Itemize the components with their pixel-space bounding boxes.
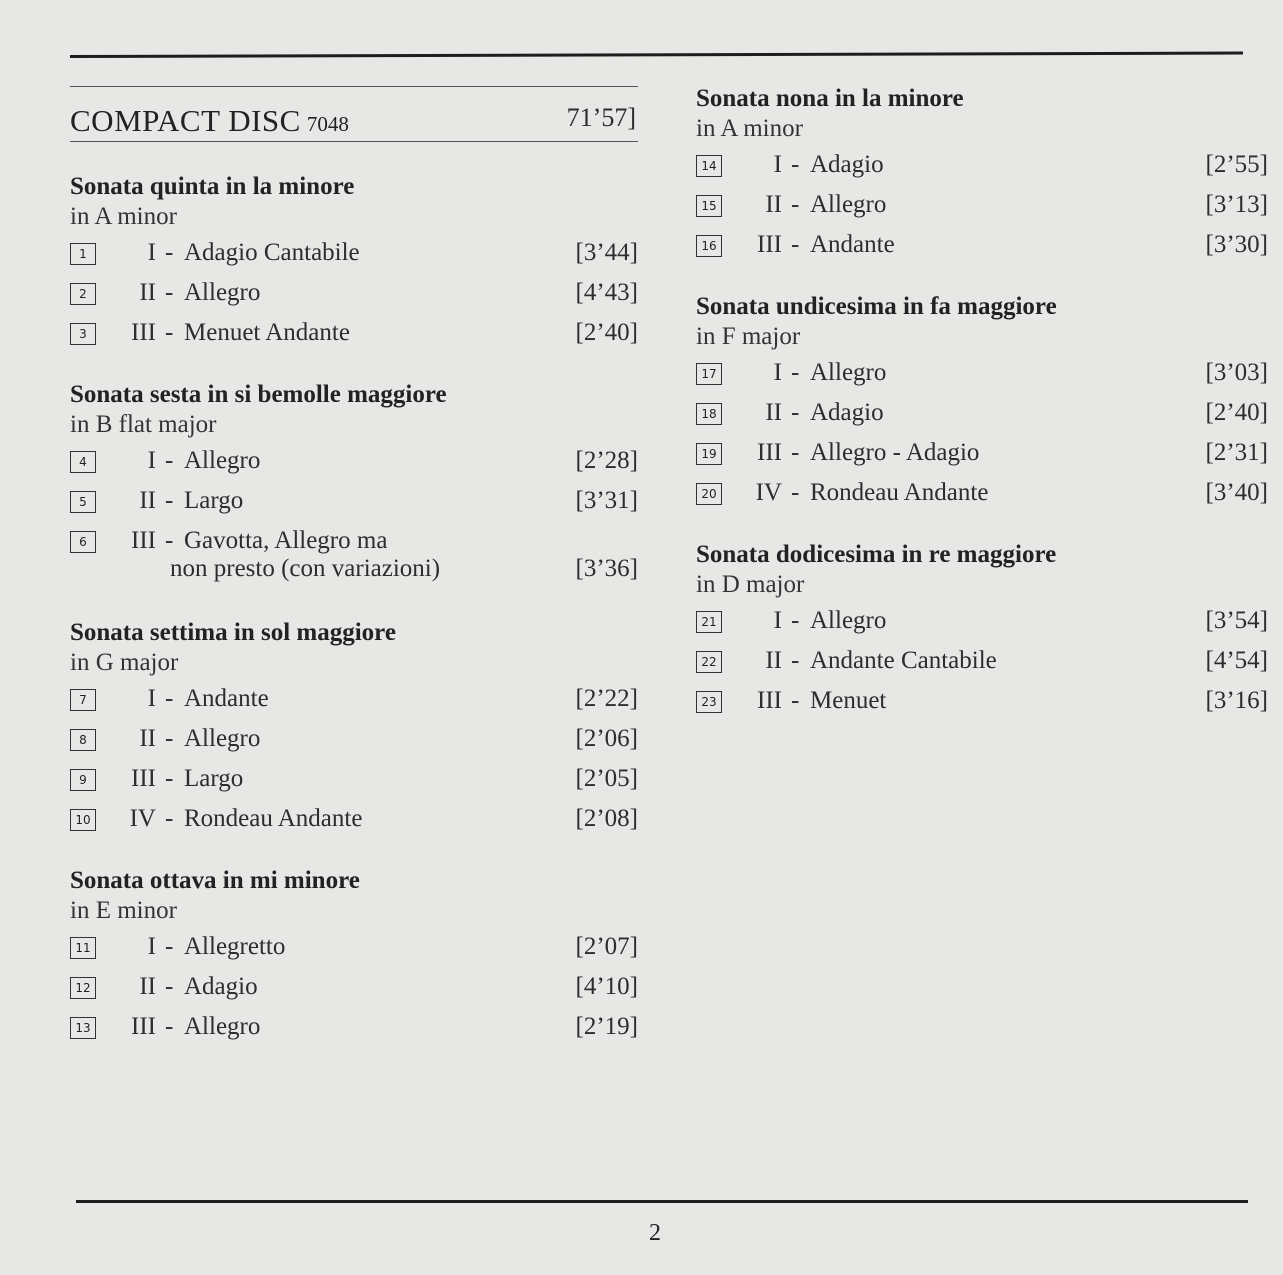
disc-total-duration: 71’57] (566, 103, 636, 132)
movement-name: Allegro - Adagio (810, 439, 980, 466)
separator-dash: - (165, 239, 174, 266)
separator-dash: - (165, 685, 174, 712)
track-row (696, 646, 1268, 686)
track-duration: [2’40] (1205, 399, 1268, 426)
track-row (70, 804, 638, 844)
movement-name: Adagio (810, 399, 884, 426)
movement-name: Rondeau Andante (184, 805, 363, 832)
movement-name: Allegretto (184, 933, 286, 960)
separator-dash: - (165, 1013, 174, 1040)
track-list (70, 684, 638, 844)
track-row (696, 230, 1268, 270)
track-number-box: 5 (70, 491, 96, 513)
separator-dash: - (791, 191, 800, 218)
sonata-section (70, 172, 638, 358)
track-list (696, 358, 1268, 518)
sonata-section (70, 618, 638, 844)
track-row (70, 684, 638, 724)
sonata-title: Sonata dodicesima in re maggiore (696, 541, 1057, 568)
track-row (70, 526, 638, 596)
separator-dash: - (165, 447, 174, 474)
sonata-title: Sonata undicesima in fa maggiore (696, 293, 1057, 320)
track-duration: [3’13] (1205, 191, 1268, 218)
track-duration: [2’19] (575, 1013, 638, 1040)
track-row (696, 150, 1268, 190)
track-number-box: 15 (696, 195, 722, 217)
separator-dash: - (791, 479, 800, 506)
track-duration: [2’06] (575, 725, 638, 752)
track-row (70, 724, 638, 764)
sonata-section (70, 380, 638, 596)
movement-name: Allegro (184, 725, 261, 752)
track-row (696, 438, 1268, 478)
track-number-box: 18 (696, 403, 722, 425)
disc-title-text: COMPACT DISC (70, 103, 301, 138)
separator-dash: - (165, 973, 174, 1000)
track-row (70, 932, 638, 972)
bottom-rule (76, 1200, 1248, 1203)
movement-name: Rondeau Andante (810, 479, 989, 506)
separator-dash: - (165, 805, 174, 832)
movement-numeral: I (147, 447, 156, 474)
track-duration: [2’31] (1205, 439, 1268, 466)
track-duration: [3’44] (575, 239, 638, 266)
movement-name: Menuet Andante (184, 319, 350, 346)
track-duration: [3’54] (1205, 607, 1268, 634)
track-number-box: 13 (70, 1017, 96, 1039)
sonata-section (696, 84, 1268, 270)
track-row (696, 686, 1268, 726)
track-list (70, 446, 638, 596)
movement-name: Andante Cantabile (810, 647, 997, 674)
movement-numeral: III (131, 1013, 156, 1040)
sonata-subtitle: in E minor (70, 897, 177, 924)
track-number-box: 11 (70, 937, 96, 959)
separator-dash: - (791, 359, 800, 386)
track-row (696, 190, 1268, 230)
track-duration: [2’55] (1205, 151, 1268, 178)
separator-dash: - (791, 231, 800, 258)
sonata-title: Sonata quinta in la minore (70, 173, 355, 200)
movement-name: Andante (184, 685, 269, 712)
track-number-box: 14 (696, 155, 722, 177)
track-row (70, 486, 638, 526)
movement-numeral: II (765, 399, 782, 426)
movement-numeral: I (147, 239, 156, 266)
track-number-box: 1 (70, 243, 96, 265)
separator-dash: - (791, 399, 800, 426)
track-number-box: 2 (70, 283, 96, 305)
track-duration: [2’07] (575, 933, 638, 960)
track-duration: [2’05] (575, 765, 638, 792)
sonata-subtitle: in A minor (70, 203, 177, 230)
track-duration: [4’54] (1205, 647, 1268, 674)
separator-dash: - (791, 687, 800, 714)
movement-name: Allegro (184, 279, 261, 306)
movement-numeral: IV (129, 805, 156, 832)
track-duration: [2’28] (575, 447, 638, 474)
movement-name: Menuet (810, 687, 887, 714)
movement-numeral: III (131, 319, 156, 346)
track-duration: [2’22] (575, 685, 638, 712)
disc-title (70, 103, 349, 139)
track-row (70, 972, 638, 1012)
right-column (696, 84, 1268, 726)
movement-name-continued: non presto (con variazioni) (170, 555, 441, 582)
track-number-box: 3 (70, 323, 96, 345)
track-duration: [2’40] (575, 319, 638, 346)
movement-numeral: I (147, 685, 156, 712)
right-sonata-list (696, 84, 1268, 726)
movement-numeral: III (757, 231, 782, 258)
track-duration: [2’08] (575, 805, 638, 832)
separator-dash: - (165, 487, 174, 514)
track-number-box: 17 (696, 363, 722, 385)
track-duration: [4’43] (575, 279, 638, 306)
disc-header (70, 86, 638, 142)
sonata-title: Sonata nona in la minore (696, 85, 964, 112)
movement-numeral: III (757, 687, 782, 714)
top-rule (70, 52, 1243, 58)
movement-numeral: III (757, 439, 782, 466)
sonata-title: Sonata sesta in si bemolle maggiore (70, 381, 447, 408)
track-duration: [3’40] (1205, 479, 1268, 506)
track-row (696, 358, 1268, 398)
separator-dash: - (165, 279, 174, 306)
movement-name: Andante (810, 231, 895, 258)
movement-name: Allegro (810, 359, 887, 386)
movement-name: Adagio Cantabile (184, 239, 360, 266)
track-number-box: 20 (696, 483, 722, 505)
sonata-subtitle: in D major (696, 571, 805, 598)
movement-name: Gavotta, Allegro ma (184, 527, 388, 554)
left-sonata-list (70, 172, 638, 1052)
track-duration: [4’10] (575, 973, 638, 1000)
separator-dash: - (165, 725, 174, 752)
sonata-subtitle: in A minor (696, 115, 803, 142)
left-column (70, 84, 638, 1052)
movement-numeral: I (773, 359, 782, 386)
track-number-box: 23 (696, 691, 722, 713)
sonata-title: Sonata settima in sol maggiore (70, 619, 396, 646)
track-number-box: 4 (70, 451, 96, 473)
disc-number: 7048 (306, 112, 349, 136)
track-number-box: 21 (696, 611, 722, 633)
track-row (70, 238, 638, 278)
separator-dash: - (791, 607, 800, 634)
movement-numeral: I (773, 607, 782, 634)
track-number-box: 19 (696, 443, 722, 465)
track-row (696, 606, 1268, 646)
sonata-subtitle: in B flat major (70, 411, 217, 438)
track-row (70, 318, 638, 358)
track-list (70, 932, 638, 1052)
movement-numeral: III (131, 765, 156, 792)
track-duration: [3’16] (1205, 687, 1268, 714)
movement-name: Allegro (810, 607, 887, 634)
track-duration: [3’30] (1205, 231, 1268, 258)
track-number-box: 10 (70, 809, 96, 831)
movement-numeral: II (139, 973, 156, 1000)
separator-dash: - (165, 527, 174, 554)
track-number-box: 7 (70, 689, 96, 711)
movement-numeral: III (131, 527, 156, 554)
movement-name: Largo (184, 765, 244, 792)
movement-name: Allegro (810, 191, 887, 218)
track-duration: [3’31] (575, 487, 638, 514)
separator-dash: - (165, 319, 174, 346)
movement-numeral: I (773, 151, 782, 178)
movement-numeral: II (765, 191, 782, 218)
separator-dash: - (791, 151, 800, 178)
movement-numeral: II (139, 279, 156, 306)
sonata-title: Sonata ottava in mi minore (70, 867, 360, 894)
separator-dash: - (165, 765, 174, 792)
movement-name: Allegro (184, 1013, 261, 1040)
sonata-section (696, 540, 1268, 726)
sonata-subtitle: in G major (70, 649, 179, 676)
track-number-box: 12 (70, 977, 96, 999)
movement-numeral: I (147, 933, 156, 960)
movement-name: Adagio (184, 973, 258, 1000)
track-list (696, 150, 1268, 270)
movement-name: Largo (184, 487, 244, 514)
movement-numeral: II (139, 725, 156, 752)
track-number-box: 6 (70, 531, 96, 553)
track-duration: [3’36] (575, 555, 638, 582)
track-duration: [3’03] (1205, 359, 1268, 386)
track-row (70, 446, 638, 486)
separator-dash: - (791, 439, 800, 466)
sonata-section (70, 866, 638, 1052)
track-row (696, 398, 1268, 438)
track-number-box: 8 (70, 729, 96, 751)
page-number: 2 (649, 1220, 661, 1246)
track-number-box: 9 (70, 769, 96, 791)
track-number-box: 22 (696, 651, 722, 673)
track-list (70, 238, 638, 358)
track-row (70, 1012, 638, 1052)
sonata-section (696, 292, 1268, 518)
separator-dash: - (791, 647, 800, 674)
track-row (696, 478, 1268, 518)
track-list (696, 606, 1268, 726)
movement-numeral: II (139, 487, 156, 514)
separator-dash: - (165, 933, 174, 960)
track-row (70, 278, 638, 318)
track-number-box: 16 (696, 235, 722, 257)
track-row (70, 764, 638, 804)
sonata-subtitle: in F major (696, 323, 801, 350)
movement-numeral: II (765, 647, 782, 674)
movement-name: Adagio (810, 151, 884, 178)
movement-numeral: IV (755, 479, 782, 506)
movement-name: Allegro (184, 447, 261, 474)
